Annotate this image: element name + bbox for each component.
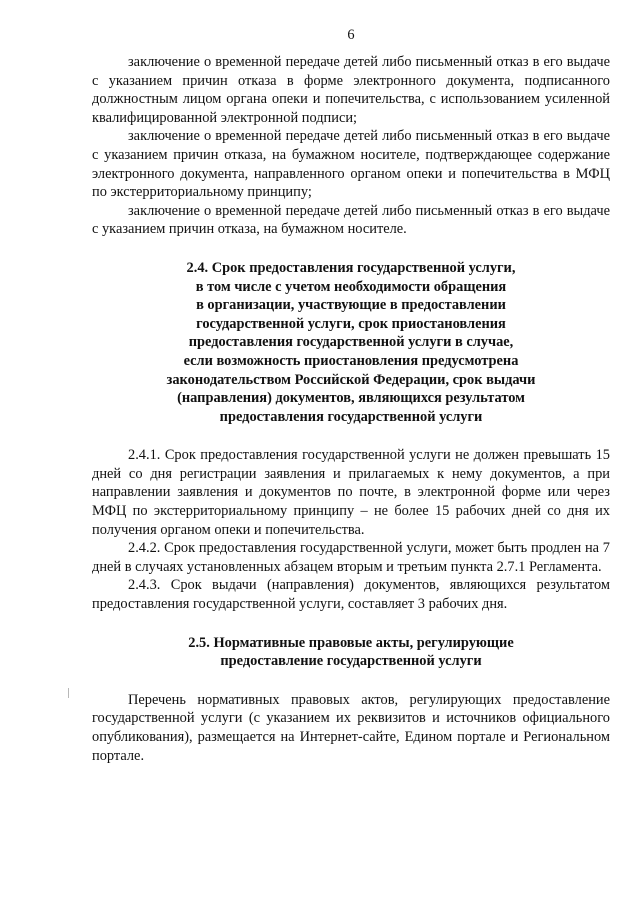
paragraph-2-4-1: 2.4.1. Срок предоставления государственной услуги не должен превышать 15 дней со дня регистрации заявления и прилагаемых к нему документов, а при направлении заявления и документов по почте, в электронной форме или через МФЦ по экстерриториальному принципу – не более 15 рабочих дней со дня их получения органом опеки и попечительства.	[92, 447, 610, 538]
spacer	[92, 614, 610, 634]
section-2-5-heading	[92, 634, 610, 671]
section-2-5-heading-line-1: 2.5. Нормативные правовые акты, регулирующие	[188, 634, 514, 651]
section-2-4-heading-line-3: в организации, участвующие в предоставлении	[196, 297, 506, 314]
section-2-5-heading-line-2: предоставление государственной услуги	[220, 653, 482, 670]
intro-paragraph-3: заключение о временной передаче детей либо письменный отказ в его выдаче с указанием причин отказа, на бумажном носителе.	[92, 202, 610, 238]
paragraph-2-5-1: Перечень нормативных правовых актов, регулирующих предоставление государственной услуги (с указанием их реквизитов и источников официального опубликования), размещается на Интернет-сайте, Едином портале и Региональном портале.	[92, 691, 610, 764]
section-2-4-heading-line-7: законодательством Российской Федерации, срок выдачи	[166, 371, 536, 388]
section-2-4-heading-line-8: (направления) документов, являющихся результатом	[177, 390, 525, 407]
intro-paragraph-2: заключение о временной передаче детей либо письменный отказ в его выдаче с указанием причин отказа, на бумажном носителе, подтверждающее содержание электронного документа, направленного органом опеки и попечительства в МФЦ по экстерриториальному принципу;	[92, 128, 610, 201]
spacer	[92, 239, 610, 259]
intro-paragraph-1: заключение о временной передаче детей либо письменный отказ в его выдаче с указанием причин отказа в форме электронного документа, подписанного должностным лицом органа опеки и попечительства, с использованием усиленной квалифицированной электронной подписи;	[92, 54, 610, 126]
paragraph-2-4-3: 2.4.3. Срок выдачи (направления) документов, являющихся результатом предоставления государственной услуги, составляет 3 рабочих дня.	[92, 577, 610, 613]
section-2-4-heading-line-6: если возможность приостановления предусмотрена	[183, 352, 519, 369]
spacer	[92, 671, 610, 691]
section-2-4-heading	[92, 259, 610, 426]
section-2-4-heading-line-1: 2.4. Срок предоставления государственной услуги,	[186, 259, 516, 276]
section-2-4-heading-line-4: государственной услуги, срок приостановления	[196, 315, 506, 332]
page-number: 6	[347, 27, 355, 43]
section-2-4-heading-line-5: предоставления государственной услуги в случае,	[188, 334, 514, 351]
document-page	[92, 26, 610, 765]
paragraph-2-4-2: 2.4.2. Срок предоставления государственной услуги, может быть продлен на 7 дней в случаях установленных абзацем вторым и третьим пункта 2.7.1 Регламента.	[92, 540, 610, 575]
section-2-4-heading-line-2: в том числе с учетом необходимости обращения	[195, 278, 507, 295]
section-2-4-heading-line-9: предоставления государственной услуги	[219, 408, 483, 425]
spacer	[92, 426, 610, 446]
scan-margin-mark	[68, 688, 69, 698]
